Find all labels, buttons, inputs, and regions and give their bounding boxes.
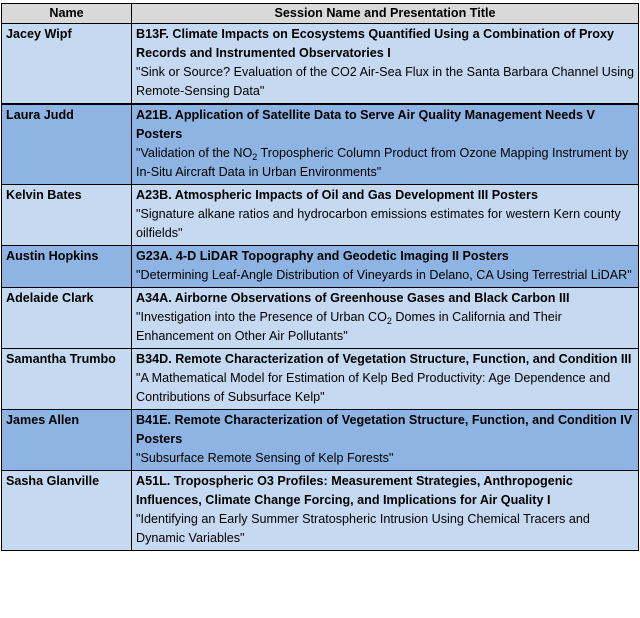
session-name: A34A. Airborne Observations of Greenhouse Gases and Black Carbon III bbox=[136, 291, 570, 305]
presentation-title: "Sink or Source? Evaluation of the CO2 Air-Sea Flux in the Santa Barbara Channel Using Remote-Sensing Data" bbox=[136, 65, 635, 98]
presentation-title-start: "Investigation into the Presence of Urban CO bbox=[136, 310, 387, 324]
presenter-name: Austin Hopkins bbox=[2, 246, 132, 288]
presenter-name: James Allen bbox=[2, 410, 132, 471]
subscript: 2 bbox=[252, 152, 258, 162]
table-row bbox=[2, 349, 639, 410]
session-column-header: Session Name and Presentation Title bbox=[132, 4, 639, 24]
presentation-title-start: "Validation of the NO bbox=[136, 146, 253, 160]
session-name: B34D. Remote Characterization of Vegetation Structure, Function, and Condition III bbox=[136, 352, 632, 366]
session-name: G23A. 4-D LiDAR Topography and Geodetic Imaging II Posters bbox=[136, 249, 509, 263]
presentation-title bbox=[136, 144, 634, 182]
presentation-title-end: Tropospheric Column Product from Ozone Mapping Instrument by In-Situ Aircraft Data in Urban Environments" bbox=[136, 146, 629, 179]
session-name: B41E. Remote Characterization of Vegetation Structure, Function, and Condition IV Posters bbox=[136, 413, 633, 446]
presentation-title: "Signature alkane ratios and hydrocarbon emissions estimates for western Kern county oilfields" bbox=[136, 207, 621, 240]
table-row bbox=[2, 410, 639, 471]
session-cell bbox=[132, 288, 639, 349]
presentation-title-end: Domes in California and Their Enhancement on Other Air Pollutants" bbox=[136, 310, 562, 343]
presenter-name: Laura Judd bbox=[2, 104, 132, 185]
presentation-title: "A Mathematical Model for Estimation of Kelp Bed Productivity: Age Dependence and Contributions of Subsurface Kelp" bbox=[136, 371, 611, 404]
session-name: A51L. Tropospheric O3 Profiles: Measurement Strategies, Anthropogenic Influences, Climate Change Forcing, and Implications for Air Quality I bbox=[136, 474, 573, 507]
presentation-title: "Determining Leaf-Angle Distribution of Vineyards in Delano, CA Using Terrestrial LiDAR" bbox=[136, 268, 632, 282]
header-row bbox=[2, 4, 639, 24]
table-row bbox=[2, 104, 639, 185]
presentation-title: "Subsurface Remote Sensing of Kelp Forests" bbox=[136, 451, 394, 465]
session-cell bbox=[132, 471, 639, 551]
presentation-title: "Identifying an Early Summer Stratospheric Intrusion Using Chemical Tracers and Dynamic Variables" bbox=[136, 512, 590, 545]
table-row bbox=[2, 471, 639, 551]
table-row bbox=[2, 24, 639, 105]
session-cell bbox=[132, 185, 639, 246]
presenter-name: Kelvin Bates bbox=[2, 185, 132, 246]
session-name: B13F. Climate Impacts on Ecosystems Quantified Using a Combination of Proxy Records and Instrumented Observatories I bbox=[136, 27, 614, 60]
presenter-name: Sasha Glanville bbox=[2, 471, 132, 551]
session-cell bbox=[132, 410, 639, 471]
session-name: A21B. Application of Satellite Data to Serve Air Quality Management Needs V Posters bbox=[136, 108, 595, 141]
sessions-table bbox=[1, 3, 639, 551]
session-cell bbox=[132, 104, 639, 185]
subscript: 2 bbox=[386, 316, 392, 326]
table-row bbox=[2, 246, 639, 288]
presenter-name: Jacey Wipf bbox=[2, 24, 132, 105]
name-column-header: Name bbox=[2, 4, 132, 24]
presenter-name: Samantha Trumbo bbox=[2, 349, 132, 410]
table-row bbox=[2, 185, 639, 246]
session-cell bbox=[132, 246, 639, 288]
session-cell bbox=[132, 349, 639, 410]
session-cell bbox=[132, 24, 639, 105]
session-name: A23B. Atmospheric Impacts of Oil and Gas Development III Posters bbox=[136, 188, 538, 202]
presentation-title bbox=[136, 308, 634, 346]
presenter-name: Adelaide Clark bbox=[2, 288, 132, 349]
table-row bbox=[2, 288, 639, 349]
